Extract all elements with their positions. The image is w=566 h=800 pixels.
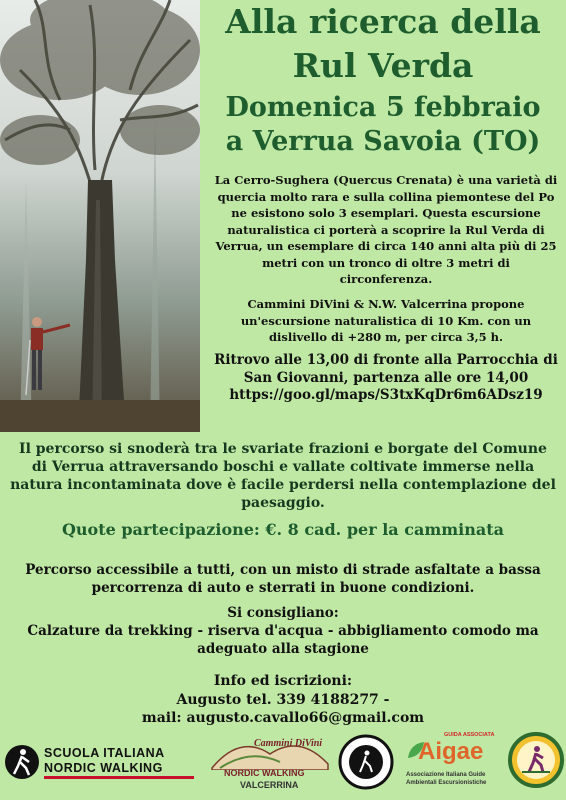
advice-title: Si consigliano:	[227, 605, 339, 621]
aigae-top: GUIDA ASSOCIATA	[444, 732, 495, 738]
sinw-round-logo	[338, 734, 394, 790]
title-line-2: Rul Verda	[292, 46, 474, 85]
hiker-badge-logo	[508, 732, 564, 788]
date-line-2: a Verrua Savoia (TO)	[225, 126, 541, 157]
oak-tree-photo	[0, 0, 200, 432]
advice-block	[10, 604, 556, 658]
round-badge-icon	[338, 734, 394, 790]
aigae-sub1: Associazione Italiana Guide	[406, 772, 486, 778]
info-phone: Augusto tel. 339 4188277 -	[176, 691, 390, 708]
meeting-paragraph: Ritrovo alle 13,00 di fronte alla Parrocchia di San Giovanni, partenza alle ore 14,00 https://goo.gl/maps/S3txKqDr6m6ADsz19	[214, 352, 558, 403]
title-line-1: Alla ricerca della	[225, 2, 541, 41]
divini-line2: NORDIC WALKING	[224, 768, 305, 778]
sinw-line1: SCUOLA ITALIANA	[44, 746, 165, 760]
divini-line3: VALCERRINA	[240, 780, 299, 790]
proposal-paragraph: Cammini DiVini & N.W. Valcerrina propone un'escursione naturalistica di 10 Km. con un dislivello di +280 m, per circa 3,5 h.	[240, 297, 532, 344]
sinw-logo	[4, 742, 196, 782]
route-paragraph: Il percorso si snoderà tra le svariate frazioni e borgate del Comune di Verrua attraversando boschi e vallate coltivate immerse nella natura incontaminata dove è facile perdersi nella contemplazione del paesaggio.	[10, 441, 556, 511]
aigae-sub2: Ambientali Escursionistiche	[406, 780, 487, 786]
info-title: Info ed iscrizioni:	[213, 673, 353, 689]
hiker-badge-icon	[508, 732, 564, 788]
date-line-1: Domenica 5 febbraio	[225, 92, 541, 123]
aigae-name: Aigae	[418, 738, 484, 765]
divini-line1: Cammini DiVini	[254, 738, 323, 749]
sinw-line2: NORDIC WALKING	[44, 761, 163, 775]
info-mail: mail: augusto.cavallo66@gmail.com	[141, 710, 425, 726]
advice-body: Calzature da trekking - riserva d'acqua - abbigliamento comodo ma adeguato alla stagione	[27, 623, 539, 657]
sponsor-logos	[0, 730, 566, 800]
info-block	[10, 672, 556, 728]
walker-icon	[4, 744, 40, 780]
intro-paragraph: La Cerro-Sughera (Quercus Crenata) è una varietà di quercia molto rara e sulla collina piemontese del Po ne esistono solo 3 esemplari. Questa escursione naturalistica ci porterà a scoprire la Rul Verda di Verrua, un esemplare di circa 140 anni alta più di 25 metri con un tronco di oltre 3 metri di circonferenza.	[214, 173, 558, 286]
fee-line: Quote partecipazione: €. 8 cad. per la camminata	[61, 520, 505, 539]
cammini-divini-logo	[210, 734, 330, 794]
aigae-logo	[404, 732, 496, 796]
access-paragraph: Percorso accessibile a tutti, con un misto di strade asfaltate a bassa percorrenza di auto e sterrati in buone condizioni.	[25, 562, 541, 596]
